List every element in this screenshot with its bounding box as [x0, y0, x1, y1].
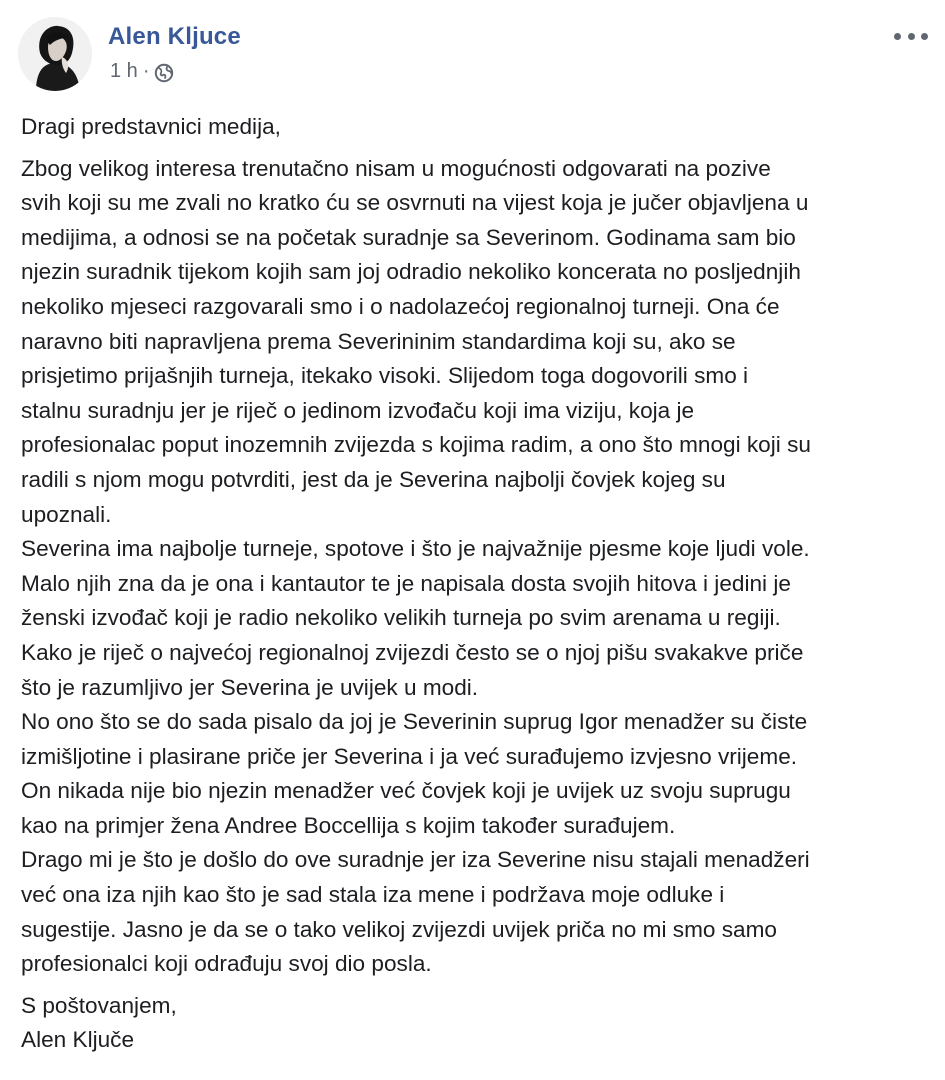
body-line: No ono što se do sada pisalo da joj je Severinin suprug Igor menadžer su čiste — [21, 709, 808, 735]
more-options-icon — [908, 33, 915, 40]
body-line: ženski izvođač koji je radio nekoliko velikih turneja po svim arenama u regiji. — [21, 605, 781, 631]
body-line: profesionalac poput inozemnih zvijezda s kojima radim, a ono što mnogi koji su — [21, 432, 811, 458]
body-line: On nikada nije bio njezin menadžer već čovjek koji je uvijek uz svoju suprugu — [21, 778, 791, 804]
body-line: medijima, a odnosi se na početak suradnje sa Severinom. Godinama sam bio — [21, 224, 796, 250]
post-body — [21, 152, 936, 982]
body-line: nekoliko mjeseci razgovarali smo i o nadolazećoj regionalnoj turneji. Ona će — [21, 293, 780, 319]
body-line: Severina ima najbolje turneje, spotove i što je najvažnije pjesme koje ljudi vole. — [21, 536, 810, 562]
body-line: upoznali. — [21, 501, 112, 527]
post-meta — [110, 60, 174, 83]
body-line: stalnu suradnju jer je riječ o jedinom izvođaču koji ima viziju, koja je — [21, 397, 695, 423]
body-line: sugestije. Jasno je da se o tako velikoj zvijezdi uvijek priča no mi smo samo — [21, 916, 777, 942]
body-line: Kako je riječ o najvećoj regionalnoj zvijezdi često se o njoj pišu svakakve priče — [21, 639, 804, 665]
more-options-button[interactable] — [894, 29, 928, 43]
author-name-link[interactable]: Alen Kljuce — [108, 23, 241, 50]
avatar[interactable] — [18, 17, 92, 91]
post-header — [18, 17, 928, 93]
body-line: što je razumljivo jer Severina je uvijek u modi. — [21, 674, 479, 700]
meta-separator: · — [142, 60, 150, 82]
closing-line: S poštovanjem, — [21, 992, 177, 1018]
body-line: Drago mi je što je došlo do ove suradnje jer iza Severine nisu stajali menadžeri — [21, 847, 810, 873]
body-line: njezin suradnik tijekom kojih sam joj odradio nekoliko koncerata no posljednjih — [21, 259, 801, 285]
body-line: već ona iza njih kao što je sad stala iza mene i podržava moje odluke i — [21, 882, 725, 908]
body-line: Malo njih zna da je ona i kantautor te je napisala dosta svojih hitova i jedini je — [21, 570, 791, 596]
body-line: Zbog velikog interesa trenutačno nisam u mogućnosti odgovarati na pozive — [21, 155, 771, 181]
body-line: radili s njom mogu potvrditi, jest da je Severina najbolji čovjek kojeg su — [21, 466, 726, 492]
body-line: naravno biti napravljena prema Severininim standardima koji su, ako se — [21, 328, 736, 354]
post-text — [21, 110, 936, 1058]
avatar-photo — [18, 17, 92, 91]
post-timestamp-link[interactable]: 1 h — [110, 60, 138, 82]
globe-icon[interactable] — [154, 63, 174, 83]
more-options-icon — [894, 33, 901, 40]
more-options-icon — [921, 33, 928, 40]
body-line: kao na primjer žena Andree Boccellija s kojim također surađujem. — [21, 812, 676, 838]
body-line: izmišljotine i plasirane priče jer Severina i ja već surađujemo izvjesno vrijeme. — [21, 743, 798, 769]
body-line: svih koji su me zvali no kratko ću se osvrnuti na vijest koja je jučer objavljena u — [21, 190, 809, 216]
post-greeting: Dragi predstavnici medija, — [21, 114, 281, 139]
body-line: profesionalci koji odrađuju svoj dio posla. — [21, 951, 432, 977]
body-line: prisjetimo prijašnjih turneja, itekako visoki. Slijedom toga dogovorili smo i — [21, 363, 749, 389]
post-closing — [21, 989, 936, 1058]
signature-line: Alen Ključe — [21, 1027, 135, 1053]
